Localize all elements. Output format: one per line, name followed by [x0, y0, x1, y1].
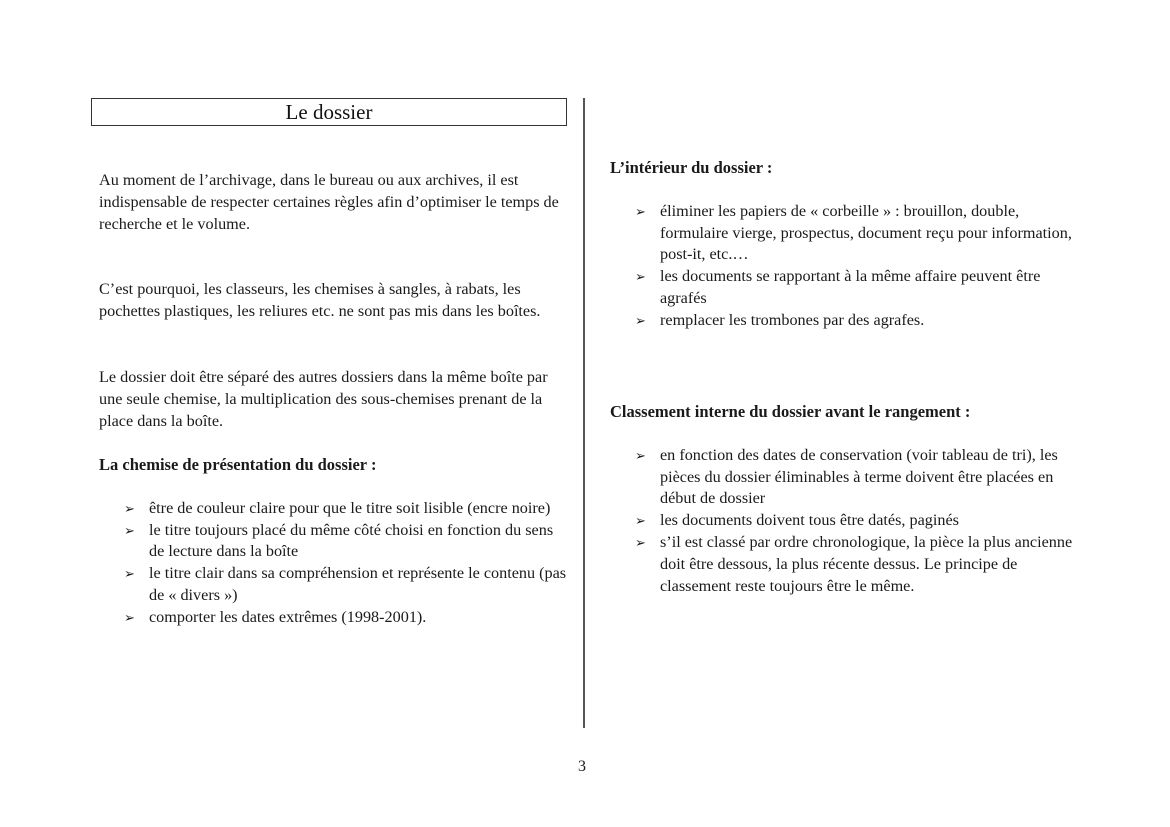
section-heading-interior: L’intérieur du dossier :	[610, 158, 773, 177]
right-section-classement	[610, 401, 1090, 597]
list-item: ➢ le titre clair dans sa compréhension et représente le contenu (pas de « divers »)	[124, 564, 567, 604]
paragraph-separation: Le dossier doit être séparé des autres dossiers dans la même boîte par une seule chemise, la multiplication des sous-chemises prenant de la place dans la boîte.	[99, 368, 548, 430]
left-column	[99, 170, 569, 235]
list-item: ➢ les documents doivent tous être datés, paginés	[610, 510, 1090, 532]
classement-bullet-list	[610, 445, 1090, 598]
list-item: ➢ en fonction des dates de conservation (voir tableau de tri), les pièces du dossier éliminables à terme doivent être placées en début de dossier	[635, 445, 1058, 508]
list-item: ➢ comporter les dates extrêmes (1998-2001).	[99, 607, 569, 629]
arrow-bullet-icon: ➢	[635, 312, 646, 328]
arrow-bullet-icon: ➢	[124, 566, 135, 582]
paragraph-containers: C’est pourquoi, les classeurs, les chemises à sangles, à rabats, les pochettes plastiques, les reliures etc. ne sont pas mis dans les boîtes.	[99, 280, 541, 320]
left-section	[99, 454, 569, 629]
arrow-bullet-icon: ➢	[124, 609, 135, 625]
list-item: ➢ remplacer les trombones par des agrafes.	[610, 310, 1090, 332]
section-heading-classement: Classement interne du dossier avant le rangement :	[610, 402, 971, 421]
arrow-bullet-icon: ➢	[124, 522, 135, 538]
left-column-p3	[99, 367, 569, 432]
arrow-bullet-icon: ➢	[635, 447, 646, 463]
list-item: ➢ les documents se rapportant à la même affaire peuvent être agrafés	[635, 267, 1041, 307]
arrow-bullet-icon: ➢	[635, 534, 646, 550]
arrow-bullet-icon: ➢	[635, 513, 646, 529]
page-number: 3	[578, 758, 586, 775]
list-item: ➢ s’il est classé par ordre chronologique, la pièce la plus ancienne doit être dessous, la plus récente dessus. Le principe de classement reste toujours être le même.	[635, 532, 1073, 595]
page-title: Le dossier	[91, 98, 567, 126]
arrow-bullet-icon: ➢	[635, 269, 646, 285]
list-item: ➢ éliminer les papiers de « corbeille » : brouillon, double, formulaire vierge, prospectus, document reçu pour information, post-it, etc.…	[635, 201, 1072, 264]
column-divider	[583, 98, 585, 728]
chemise-bullet-list	[99, 498, 569, 629]
arrow-bullet-icon: ➢	[124, 500, 135, 516]
list-item: ➢ le titre toujours placé du même côté choisi en fonction du sens de lecture dans la boîte	[124, 520, 554, 561]
intro-paragraph: Au moment de l’archivage, dans le bureau ou aux archives, il est indispensable de respecter certaines règles afin d’optimiser le temps de recherche et le volume.	[99, 171, 559, 233]
left-column-p2	[99, 279, 569, 323]
arrow-bullet-icon: ➢	[635, 203, 646, 219]
section-heading-chemise: La chemise de présentation du dossier :	[99, 455, 377, 474]
list-item: ➢ être de couleur claire pour que le titre soit lisible (encre noire)	[99, 498, 569, 520]
right-section-interior	[610, 157, 1090, 332]
interior-bullet-list	[610, 201, 1090, 332]
